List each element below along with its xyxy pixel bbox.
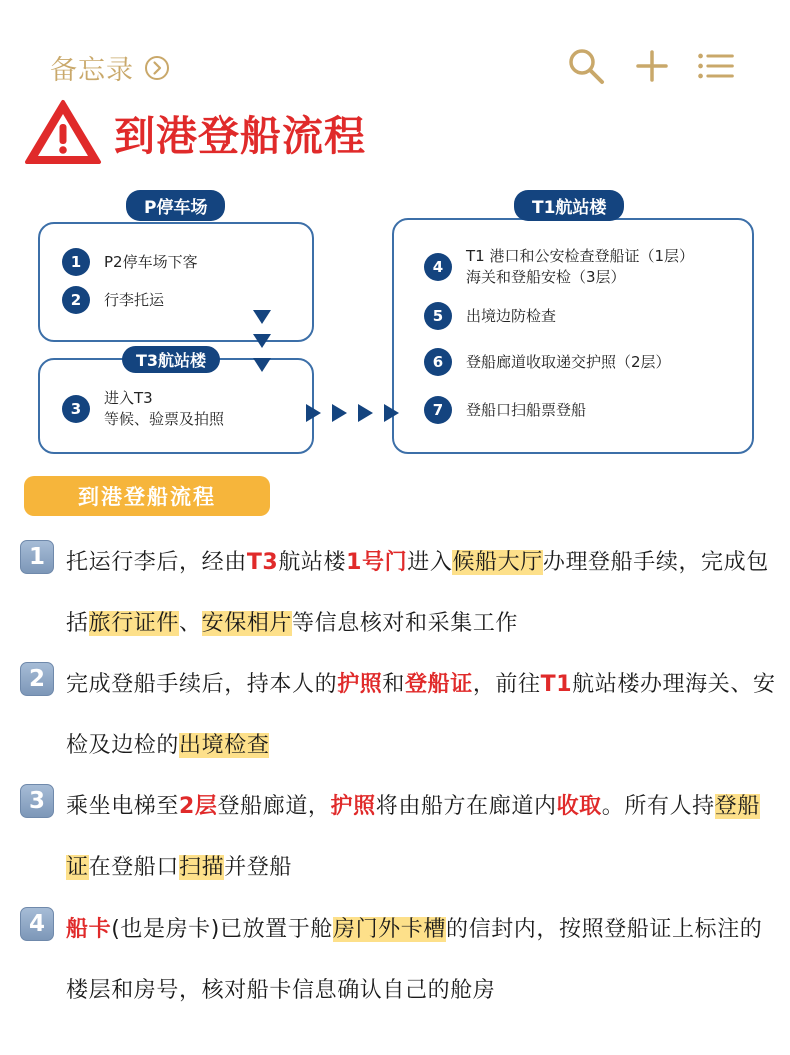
text-segment: 的信封内，按照登船证上标注的楼层和房号，核对船卡信息确认自己的舱房 — [66, 917, 763, 1003]
step-number: 5 — [424, 302, 452, 330]
step-text: 出境边防检查 — [466, 306, 557, 325]
list-item — [20, 654, 776, 776]
item-text — [66, 654, 776, 776]
step-number: 4 — [424, 253, 452, 281]
back-to-notes-button[interactable] — [50, 48, 170, 87]
boarding-flow-diagram — [0, 180, 790, 460]
step-text: 登船口扫船票登船 — [466, 400, 587, 419]
text-segment: (也是房卡)已放置于舱 — [111, 917, 333, 942]
step-number: 1 — [62, 248, 90, 276]
highlighted-text: 候船大厅 — [452, 550, 543, 575]
chevron-right-circle-icon — [144, 55, 170, 81]
flow-step — [62, 248, 198, 276]
step-number: 2 — [62, 286, 90, 314]
list-item — [20, 776, 776, 898]
step-number: 3 — [62, 395, 90, 423]
section-badge: 到港登船流程 — [24, 476, 270, 516]
list-item — [20, 899, 776, 1021]
step-text: T1 港口和公安检查登船证（1层） 海关和登船安检（3层） — [466, 247, 695, 286]
flow-step — [424, 246, 694, 288]
text-segment: 并登船 — [224, 855, 293, 880]
text-segment: 在登船口 — [88, 855, 180, 880]
highlighted-text: 登船证 — [66, 794, 760, 880]
number-3-icon: 3 — [20, 784, 54, 818]
down-arrows-icon — [250, 308, 274, 376]
flow-step — [62, 286, 164, 314]
step-text: 登船廊道收取递交护照（2层） — [466, 352, 671, 371]
step-number: 6 — [424, 348, 452, 376]
emphasis-text: 护照 — [337, 672, 383, 697]
t1-label: T1航站楼 — [514, 190, 624, 221]
highlighted-text: 扫描 — [179, 855, 225, 880]
highlighted-text: 出境检查 — [179, 733, 270, 758]
flow-step — [62, 388, 224, 430]
text-segment: 托运行李后，经由 — [66, 550, 247, 575]
text-segment: 乘坐电梯至 — [66, 794, 180, 819]
flow-step — [424, 348, 671, 376]
item-text — [66, 532, 776, 654]
step-text: P2停车场下客 — [104, 252, 198, 271]
highlighted-text: 房门外卡槽 — [332, 917, 446, 942]
warning-icon — [24, 98, 102, 166]
flow-step — [424, 302, 556, 330]
step-number: 7 — [424, 396, 452, 424]
number-1-icon: 1 — [20, 540, 54, 574]
text-segment: 和 — [382, 672, 406, 697]
emphasis-text: 1号门 — [346, 550, 408, 575]
emphasis-text: 2层 — [179, 794, 218, 819]
item-text — [66, 776, 776, 898]
emphasis-text: 护照 — [330, 794, 376, 819]
back-label: 备忘录 — [50, 55, 134, 86]
plus-icon[interactable] — [632, 46, 672, 86]
emphasis-text: 船卡 — [66, 917, 112, 942]
text-segment: 完成登船手续后，持本人的 — [66, 672, 338, 697]
parking-label: P停车场 — [126, 190, 225, 221]
text-segment: 登船廊道， — [217, 794, 331, 819]
text-segment: ，前往 — [472, 672, 541, 697]
right-arrows-icon — [304, 402, 402, 424]
text-segment: 航站楼办理海关、安检及边检的 — [66, 672, 776, 758]
emphasis-text: T1 — [540, 672, 573, 697]
number-2-icon: 2 — [20, 662, 54, 696]
t3-label: T3航站楼 — [122, 346, 220, 373]
text-segment: 等信息核对和采集工作 — [292, 611, 519, 636]
text-segment: 、 — [179, 611, 202, 636]
highlighted-text: 旅行证件 — [88, 611, 180, 636]
list-icon[interactable] — [696, 46, 736, 86]
top-bar — [0, 0, 790, 100]
text-segment: 。所有人持 — [601, 794, 715, 819]
list-item — [20, 532, 776, 654]
text-segment: 航站楼 — [278, 550, 347, 575]
text-segment: 办理登船手续，完成包括 — [66, 550, 769, 636]
search-icon[interactable] — [566, 46, 606, 86]
title-row — [24, 98, 366, 166]
item-text — [66, 899, 776, 1021]
number-4-icon: 4 — [20, 907, 54, 941]
page-title: 到港登船流程 — [114, 111, 366, 160]
step-text: 行李托运 — [104, 290, 165, 309]
emphasis-text: 收取 — [556, 794, 602, 819]
step-text: 进入T3 等候、验票及拍照 — [104, 389, 225, 428]
text-segment: 将由船方在廊道内 — [375, 794, 557, 819]
emphasis-text: T3 — [246, 550, 279, 575]
text-segment: 进入 — [407, 550, 453, 575]
highlighted-text: 安保相片 — [201, 611, 293, 636]
flow-step — [424, 396, 586, 424]
emphasis-text: 登船证 — [405, 672, 473, 697]
